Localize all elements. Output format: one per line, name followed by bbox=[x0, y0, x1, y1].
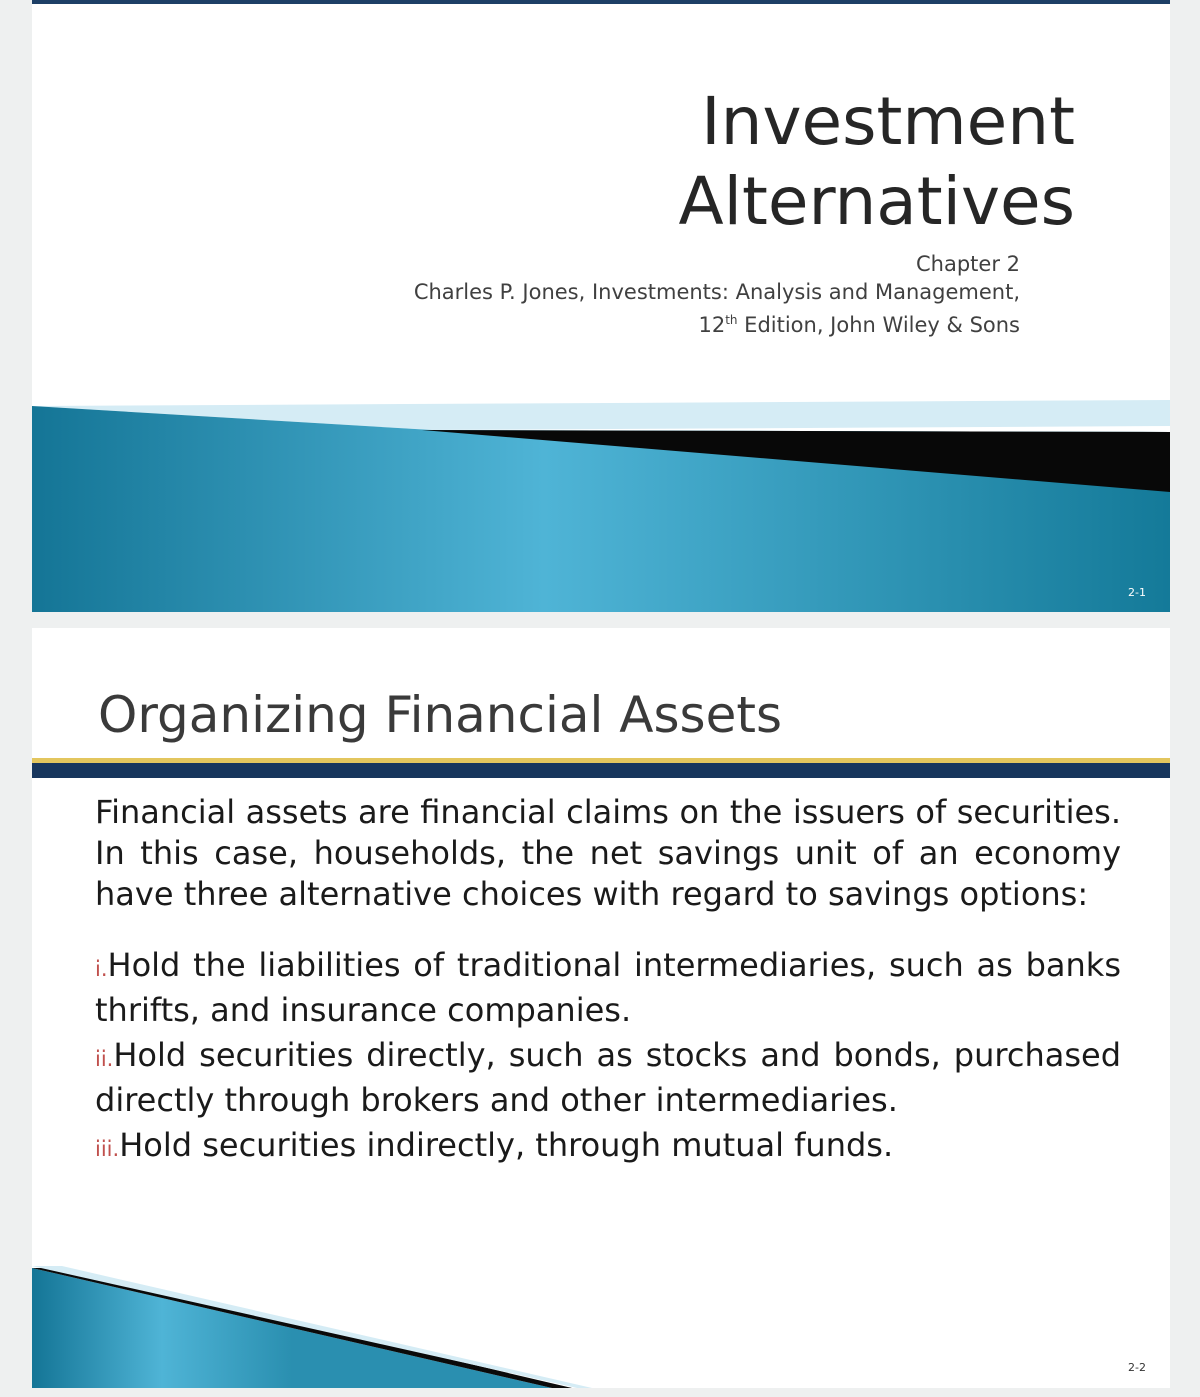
slide-2-decorative-band bbox=[32, 1262, 1170, 1388]
slide-2-title: Organizing Financial Assets bbox=[98, 686, 783, 744]
edition-suffix: th bbox=[725, 313, 738, 327]
citation-line-2 bbox=[414, 306, 1020, 339]
chapter-label: Chapter 2 bbox=[916, 252, 1020, 276]
list-marker: ii. bbox=[95, 1047, 114, 1071]
title-line-2: Alternatives bbox=[678, 163, 1075, 240]
citation-line-1: Charles P. Jones, Investments: Analysis and Management, bbox=[413, 280, 1020, 304]
list-item-text: Hold securities directly, such as stocks and bonds, purchased directly through brokers and other intermediaries. bbox=[95, 1036, 1121, 1119]
slide-2 bbox=[32, 628, 1170, 1388]
title-rule-navy bbox=[32, 763, 1170, 778]
slide-2-body bbox=[95, 792, 1121, 1174]
options-list bbox=[95, 945, 1121, 1170]
edition-number: 12 bbox=[698, 313, 726, 337]
slide-1-title bbox=[679, 82, 1075, 242]
list-item bbox=[95, 945, 1121, 1031]
list-item-text: Hold the liabilities of traditional intermediaries, such as banks thrifts, and insurance companies. bbox=[95, 946, 1121, 1029]
intro-paragraph: Financial assets are financial claims on the issuers of securities. In this case, households, the net savings unit of an economy have three alternative choices with regard to savings options: bbox=[95, 793, 1121, 913]
slide-number: 2-1 bbox=[1128, 586, 1146, 599]
slide-1 bbox=[32, 4, 1170, 612]
list-marker: iii. bbox=[95, 1137, 120, 1161]
slide-1-subtitle bbox=[414, 250, 1020, 339]
list-marker: i. bbox=[95, 957, 108, 981]
list-item bbox=[95, 1035, 1121, 1121]
publisher-text: Edition, John Wiley & Sons bbox=[737, 313, 1020, 337]
slide-1-decorative-band bbox=[32, 400, 1170, 612]
slide-number: 2-2 bbox=[1128, 1361, 1146, 1374]
title-line-1: Investment bbox=[701, 83, 1075, 160]
list-item bbox=[95, 1125, 1121, 1170]
list-item-text: Hold securities indirectly, through mutual funds. bbox=[119, 1126, 894, 1164]
